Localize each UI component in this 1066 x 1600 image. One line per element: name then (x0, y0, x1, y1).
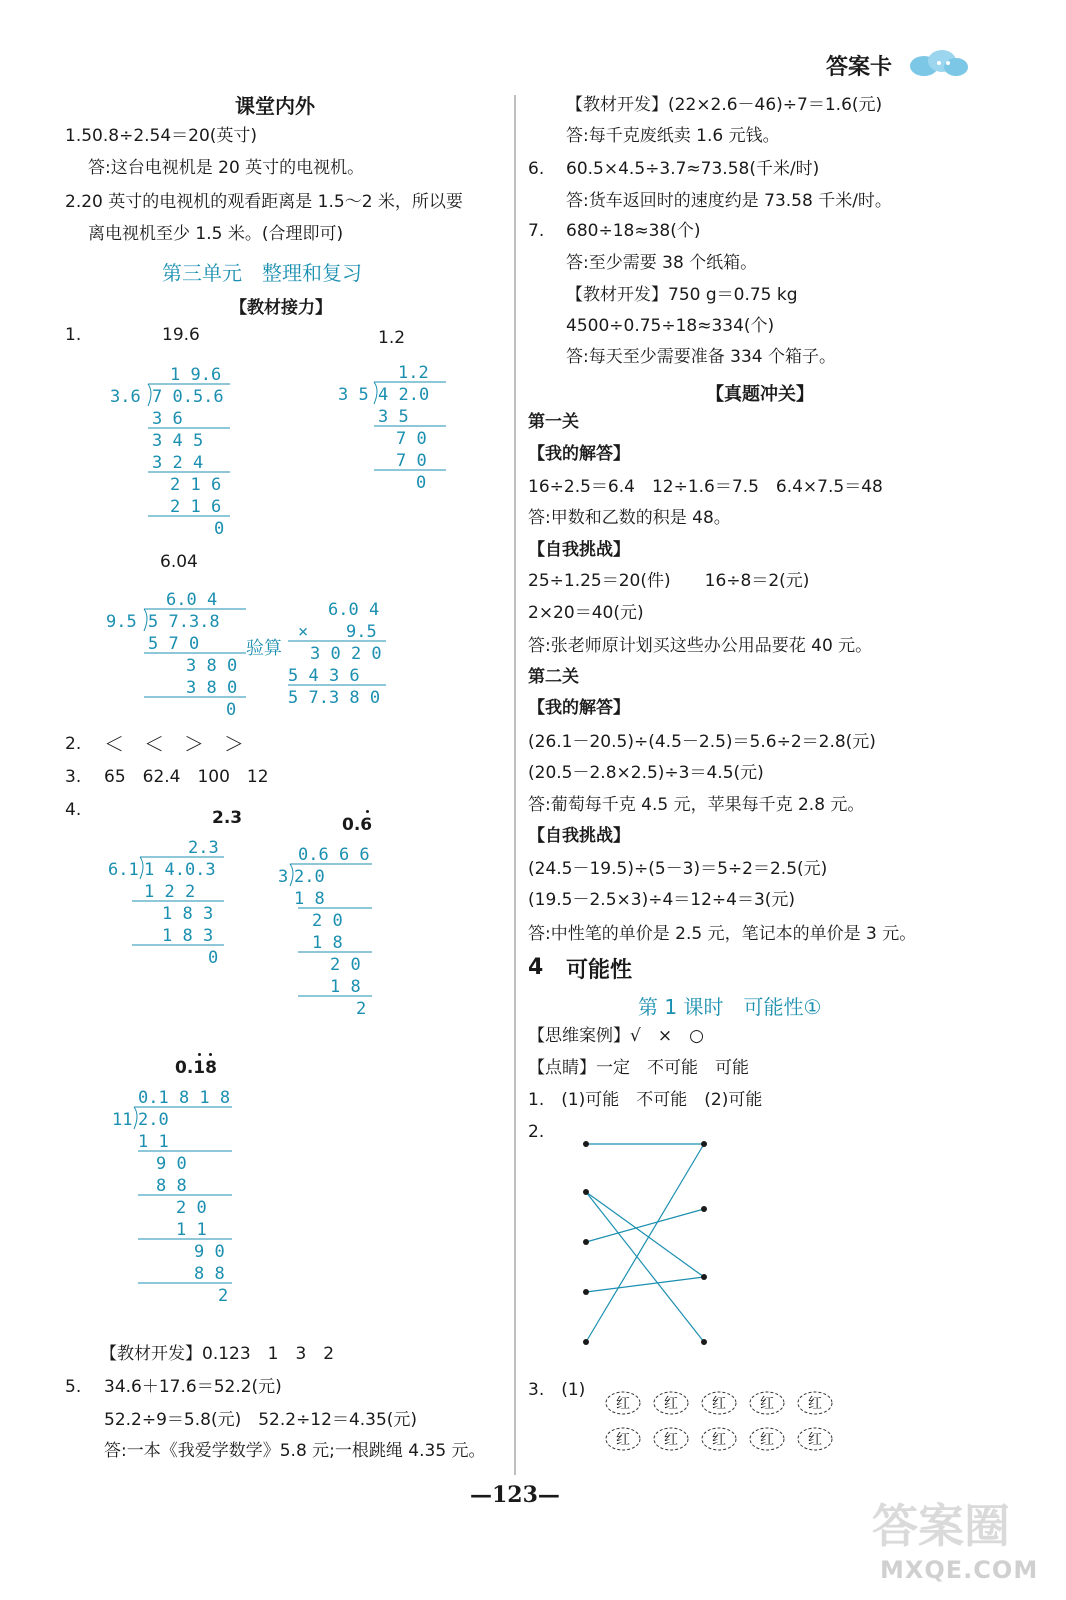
balls-grid (604, 1390, 844, 1460)
svg-text:1 9.6: 1 9.6 (170, 365, 222, 385)
chapter-title: 可能性 (566, 958, 633, 983)
key-point: 【点睛】一定 不可能 可能 (528, 1058, 749, 1078)
r-line-19: (19.5－2.5×3)÷4＝12÷4＝3(元) (528, 890, 796, 910)
long-division-5 (276, 842, 386, 1027)
sub-title: 【教材接力】 (230, 298, 332, 318)
svg-text:2 1 6: 2 1 6 (170, 497, 222, 517)
repeat-dot (366, 810, 369, 813)
svg-text:11: 11 (112, 1110, 133, 1130)
division-3-quotient: 6.04 (160, 552, 198, 572)
svg-text:红: 红 (760, 1432, 774, 1448)
ball (748, 1426, 786, 1456)
svg-text:3 2 4: 3 2 4 (152, 453, 204, 473)
r-item-6-number: 6. (528, 159, 545, 179)
r-line-1: 【教材开发】(22×2.6－46)÷7＝1.6(元) (566, 95, 883, 115)
svg-text:3 8 0: 3 8 0 (186, 656, 238, 676)
svg-text:9.5: 9.5 (346, 622, 377, 642)
svg-text:2.0: 2.0 (138, 1110, 169, 1130)
r-line-8: 4500÷0.75÷18≈334(个) (566, 316, 775, 336)
q2-line1: 2.20 英寸的电视机的观看距离是 1.5～2 米，所以要 (65, 192, 463, 212)
svg-text:红: 红 (808, 1432, 822, 1448)
long-division-6 (108, 1085, 238, 1315)
svg-text:2 0: 2 0 (312, 911, 343, 931)
verify-label: 验算 (246, 638, 282, 659)
svg-text:1.2: 1.2 (398, 363, 429, 383)
item-4-number: 4. (65, 800, 82, 820)
svg-text:4 2.0: 4 2.0 (378, 385, 430, 405)
r-line-18: (24.5－19.5)÷(5－3)＝5÷2＝2.5(元) (528, 859, 828, 879)
ball (796, 1426, 834, 1456)
my-answer-1: 【我的解答】 (528, 444, 630, 464)
long-division-4 (100, 835, 240, 971)
column-divider (514, 95, 516, 1475)
svg-text:5 7.3.8: 5 7.3.8 (148, 612, 220, 632)
svg-text:3 6: 3 6 (152, 409, 183, 429)
r-item-2-number: 2. (528, 1122, 545, 1142)
long-division-1 (100, 360, 250, 540)
svg-text:红: 红 (808, 1396, 822, 1412)
svg-text:6.0 4: 6.0 4 (166, 590, 218, 610)
r-item-7-number: 7. (528, 221, 545, 241)
division-5-quotient: 0.6 (342, 815, 373, 835)
r-line-10: 16÷2.5＝6.4 12÷1.6＝7.5 6.4×7.5＝48 (528, 477, 883, 497)
zhenti-title: 【真题冲关】 (706, 384, 814, 405)
svg-text:9 0: 9 0 (194, 1242, 225, 1262)
svg-text:0: 0 (416, 473, 427, 493)
svg-text:1 8: 1 8 (294, 889, 325, 909)
svg-text:0: 0 (208, 948, 219, 968)
svg-text:2 1 6: 2 1 6 (170, 475, 222, 495)
svg-text:2.0: 2.0 (294, 867, 325, 887)
svg-text:红: 红 (616, 1396, 630, 1412)
svg-text:5 7 0: 5 7 0 (148, 634, 200, 654)
svg-text:8 8: 8 8 (156, 1176, 187, 1196)
section-title: 课堂内外 (235, 94, 315, 118)
svg-text:2 0: 2 0 (176, 1198, 207, 1218)
r-line-15: (26.1－20.5)÷(4.5－2.5)＝5.6÷2＝2.8(元) (528, 732, 876, 752)
item-2-number: 2. (65, 734, 82, 754)
r-line-4: 答:货车返回时的速度约是 73.58 千米/时。 (566, 191, 892, 211)
svg-text:红: 红 (664, 1432, 678, 1448)
repeat-dot (198, 1053, 201, 1056)
ball (604, 1426, 642, 1456)
item-3-number: 3. (65, 767, 82, 787)
svg-text:7 0: 7 0 (396, 451, 427, 471)
r-line-5: 680÷18≈38(个) (566, 221, 701, 241)
svg-text:2: 2 (218, 1286, 229, 1306)
q1-answer: 答:这台电视机是 20 英寸的电视机。 (88, 158, 365, 178)
long-division-2 (330, 360, 460, 500)
repeat-dot (209, 1053, 212, 1056)
unit-title: 第三单元 整理和复习 (162, 261, 362, 285)
svg-text:1 1: 1 1 (176, 1220, 207, 1240)
svg-text:9 0: 9 0 (156, 1154, 187, 1174)
ball (652, 1390, 690, 1420)
r-line-17: 答:葡萄每千克 4.5 元，苹果每千克 2.8 元。 (528, 795, 865, 815)
svg-text:红: 红 (616, 1432, 630, 1448)
challenge-1: 【自我挑战】 (528, 540, 630, 560)
r-line-20: 答:中性笔的单价是 2.5 元，笔记本的单价是 3 元。 (528, 924, 917, 944)
r-line-13: 2×20＝40(元) (528, 603, 644, 623)
svg-text:3.6: 3.6 (110, 387, 141, 407)
svg-text:6.0 4: 6.0 4 (328, 600, 380, 620)
svg-text:2 0: 2 0 (330, 955, 361, 975)
r-line-12: 25÷1.25＝20(件) 16÷8＝2(元) (528, 571, 810, 591)
svg-text:5 7.3 8 0: 5 7.3 8 0 (288, 688, 381, 707)
svg-text:2: 2 (356, 999, 367, 1019)
item-5-line1: 34.6＋17.6＝52.2(元) (104, 1377, 282, 1397)
watermark-logo: 答案圈 (872, 1499, 1010, 1553)
svg-text:1 4.0.3: 1 4.0.3 (144, 860, 216, 880)
item-3-answers: 65 62.4 100 12 (104, 767, 269, 787)
svg-text:0.1 8 1 8: 0.1 8 1 8 (138, 1088, 231, 1108)
svg-text:5 4 3 6: 5 4 3 6 (288, 666, 360, 686)
long-division-3 (100, 585, 260, 721)
matching-diagram (576, 1132, 716, 1352)
svg-text:1 2 2: 1 2 2 (144, 882, 196, 902)
r-item-1: 1. (1)可能 不可能 (2)可能 (528, 1090, 763, 1110)
ball (700, 1426, 738, 1456)
item-5-number: 5. (65, 1377, 82, 1397)
svg-text:6.1: 6.1 (108, 860, 139, 880)
page-number: —123— (470, 1482, 560, 1508)
svg-text:1 8: 1 8 (330, 977, 361, 997)
cloud-icon (904, 46, 972, 80)
level-2: 第二关 (528, 667, 579, 687)
svg-text:8 8: 8 8 (194, 1264, 225, 1284)
my-answer-2: 【我的解答】 (528, 698, 630, 718)
r-line-3: 60.5×4.5÷3.7≈73.58(千米/时) (566, 159, 820, 179)
watermark-site: MXQE.COM (880, 1556, 1039, 1584)
svg-text:3 8 0: 3 8 0 (186, 678, 238, 698)
q2-line2: 离电视机至少 1.5 米。(合理即可) (88, 224, 344, 244)
svg-text:7 0: 7 0 (396, 429, 427, 449)
division-1-quotient: 19.6 (162, 325, 200, 345)
r-line-2: 答:每千克废纸卖 1.6 元钱。 (566, 126, 780, 146)
svg-text:0: 0 (214, 519, 225, 539)
division-6-quotient: 0.18 (175, 1058, 217, 1078)
division-4-quotient: 2.3 (212, 808, 243, 828)
r-line-11: 答:甲数和乙数的积是 48。 (528, 508, 731, 528)
svg-text:3: 3 (278, 867, 289, 887)
item-5-answer: 答:一本《我爱学数学》5.8 元;一根跳绳 4.35 元。 (104, 1441, 486, 1461)
item-5-line2: 52.2÷9＝5.8(元) 52.2÷12＝4.35(元) (104, 1410, 418, 1430)
svg-text:红: 红 (712, 1432, 726, 1448)
ball (700, 1390, 738, 1420)
svg-text:0: 0 (226, 700, 237, 720)
svg-text:7 0.5.6: 7 0.5.6 (152, 387, 224, 407)
svg-text:3 5: 3 5 (378, 407, 409, 427)
svg-text:2.3: 2.3 (188, 838, 219, 858)
r-item-3: 3. (1) (528, 1380, 586, 1400)
svg-text:×: × (298, 622, 309, 642)
svg-text:红: 红 (712, 1396, 726, 1412)
ball (748, 1390, 786, 1420)
ball (796, 1390, 834, 1420)
svg-text:0.6 6 6: 0.6 6 6 (298, 845, 370, 865)
svg-text:红: 红 (664, 1396, 678, 1412)
division-2-quotient: 1.2 (378, 328, 406, 348)
ball (652, 1426, 690, 1456)
thinking-case: 【思维案例】√ × ○ (528, 1026, 704, 1046)
r-line-7: 【教材开发】750 g＝0.75 kg (566, 285, 798, 305)
r-line-9: 答:每天至少需要准备 334 个箱子。 (566, 347, 836, 367)
lesson-title: 第 1 课时 可能性① (638, 995, 822, 1019)
kaifa-answer: 【教材开发】0.123 1 3 2 (100, 1344, 335, 1364)
q1: 1.50.8÷2.54＝20(英寸) (65, 126, 258, 146)
svg-text:3 5: 3 5 (338, 385, 369, 405)
ball (604, 1390, 642, 1420)
item-2-answers: ＜ ＜ ＞ ＞ (104, 732, 244, 756)
svg-text:9.5: 9.5 (106, 612, 137, 632)
svg-text:1 1: 1 1 (138, 1132, 169, 1152)
svg-text:1 8 3: 1 8 3 (162, 926, 214, 946)
svg-text:3 4 5: 3 4 5 (152, 431, 204, 451)
svg-text:红: 红 (760, 1396, 774, 1412)
r-line-6: 答:至少需要 38 个纸箱。 (566, 253, 758, 273)
r-line-14: 答:张老师原计划买这些办公用品要花 40 元。 (528, 636, 873, 656)
item-1-number: 1. (65, 325, 82, 345)
r-line-16: (20.5－2.8×2.5)÷3＝4.5(元) (528, 763, 764, 783)
svg-text:3 0 2 0: 3 0 2 0 (310, 644, 382, 664)
multiplication-check (284, 595, 394, 707)
challenge-2: 【自我挑战】 (528, 826, 630, 846)
svg-text:1 8: 1 8 (312, 933, 343, 953)
chapter-number: 4 (528, 955, 544, 980)
level-1: 第一关 (528, 412, 579, 432)
header-title: 答案卡 (826, 55, 893, 80)
svg-text:1 8 3: 1 8 3 (162, 904, 214, 924)
